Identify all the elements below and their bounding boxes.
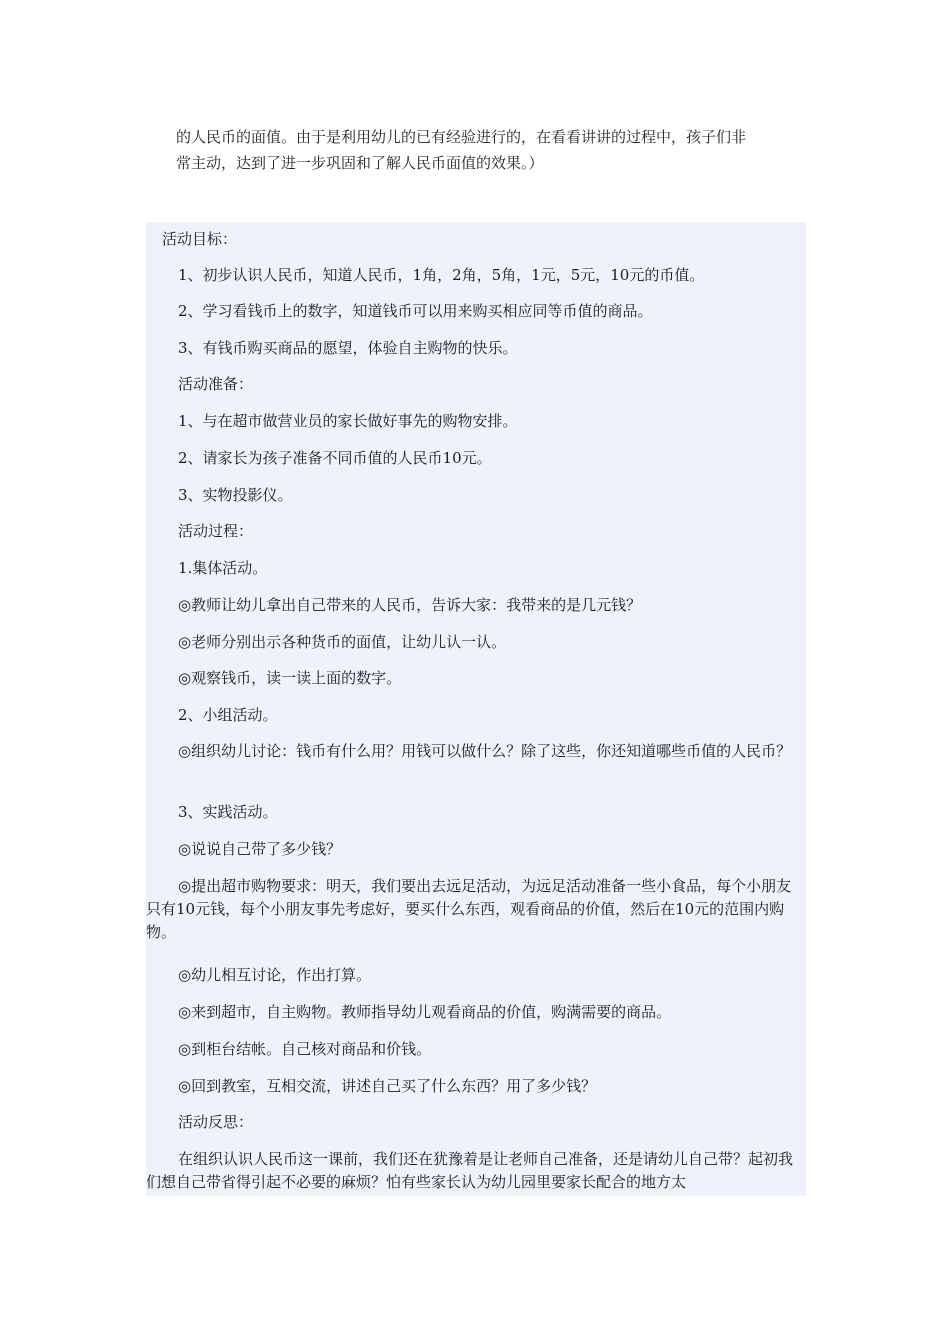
intro-line-1: 的人民币的面值。由于是利用幼儿的已有经验进行的，在看看讲讲的过程中，孩子们非 [176, 128, 747, 146]
intro-paragraph [178, 124, 810, 176]
step-3-item-b: ◎提出超市购物要求：明天，我们要出去远足活动，为远足活动准备一些小食品，每个小朋友只有10元钱，每个小朋友事先考虑好，要买什么东西，观看商品的价值，然后在10元的范围内购物。 [146, 877, 792, 941]
prep-heading: 活动准备： [178, 375, 254, 393]
goal-item-1: 1、初步认识人民币，知道人民币，1角，2角，5角，1元，5元，10元的币值。 [178, 266, 705, 284]
goal-item-2: 2、学习看钱币上的数字，知道钱币可以用来购买相应同等币值的商品。 [178, 302, 653, 320]
step-3-item-f: ◎回到教室，互相交流，讲述自己买了什么东西？用了多少钱？ [178, 1077, 597, 1095]
step-3-item-c: ◎幼儿相互讨论，作出打算。 [178, 966, 372, 984]
step-1-item-b: ◎老师分别出示各种货币的面值，让幼儿认一认。 [178, 633, 507, 651]
intro-line-2: 常主动，达到了进一步巩固和了解人民币面值的效果。） [176, 154, 544, 172]
step-3: 3、实践活动。 [178, 803, 278, 821]
step-1-item-a: ◎教师让幼儿拿出自己带来的人民币，告诉大家：我带来的是几元钱？ [178, 596, 642, 614]
prep-item-1: 1、与在超市做营业员的家长做好事先的购物安排。 [178, 412, 518, 430]
step-2-item-a: ◎组织幼儿讨论：钱币有什么用？用钱可以做什么？除了这些，你还知道哪些币值的人民币？ [178, 742, 792, 760]
process-heading: 活动过程： [178, 522, 254, 540]
step-2: 2、小组活动。 [178, 706, 278, 724]
goals-heading: 活动目标： [162, 230, 238, 248]
reflection-text: 在组织认识人民币这一课前，我们还在犹豫着是让老师自己准备，还是请幼儿自己带？起初我们想自己带省得引起不必要的麻烦？怕有些家长认为幼儿园里要家长配合的地方太 [146, 1150, 794, 1191]
step-1-item-c: ◎观察钱币，读一读上面的数字。 [178, 669, 402, 687]
goal-item-3: 3、有钱币购买商品的愿望，体验自主购物的快乐。 [178, 339, 518, 357]
article-body [146, 222, 806, 1196]
step-3-item-e: ◎到柜台结帐。自己核对商品和价钱。 [178, 1040, 432, 1058]
step-3-item-d: ◎来到超市，自主购物。教师指导幼儿观看商品的价值，购满需要的商品。 [178, 1003, 672, 1021]
step-3-item-a: ◎说说自己带了多少钱？ [178, 840, 342, 858]
prep-item-2: 2、请家长为孩子准备不同币值的人民币10元。 [178, 449, 492, 467]
reflection-heading: 活动反思： [178, 1113, 254, 1131]
step-1: 1.集体活动。 [178, 559, 268, 577]
prep-item-3: 3、实物投影仪。 [178, 486, 293, 504]
